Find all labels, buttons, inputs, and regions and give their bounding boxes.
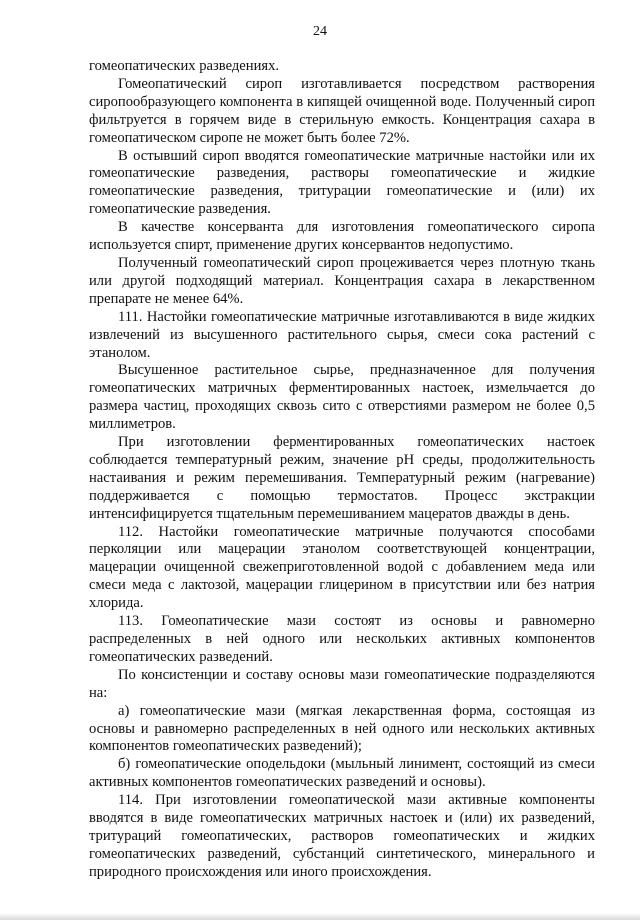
paragraph-item-114: 114. При изготовлении гомеопатической мази активные компоненты вводятся в виде гомеопатических матричных настоек и (или) их разведений, тритураций гомеопатических, растворов гомеопатических и жидких гомеопатических разведений, субстанций синтетического, минерального и природного происхождения или иного происхождения. (89, 792, 595, 880)
paragraph-syrup-preparation: Гомеопатический сироп изготавливается посредством растворения сиропообразующего компонента в кипящей очищенной воде. Полученный сироп фильтруется в горячем виде в стерильную емкость. Концентрация сахара в гомеопатическом сиропе не может быть более 72%. (89, 75, 595, 146)
paragraph-dried-material: Высушенное растительное сырье, предназначенное для получения гомеопатических матричных ферментированных настоек, измельчается до размера частиц, проходящих сквозь сито с отверстиями размером не более 0,5 миллиметров. (89, 362, 595, 433)
paragraph-continuation: гомеопатических разведениях. (89, 58, 280, 74)
paragraph-preservative: В качестве консерванта для изготовления гомеопатического сиропа используется спирт, применение других консервантов недопустимо. (89, 219, 595, 254)
paragraph-list-item-a: а) гомеопатические мази (мягкая лекарственная форма, состоящая из основы и равномерно распределенных в ней одного или нескольких активных компонентов гомеопатических разведений); (89, 702, 595, 755)
body-text (89, 58, 595, 882)
paragraph-list-item-b: б) гомеопатические оподельдоки (мыльный линимент, состоящий из смеси активных компонентов гомеопатических разведений и основы). (89, 756, 595, 791)
page-number: 24 (313, 24, 327, 39)
paragraph-syrup-straining: Полученный гомеопатический сироп процеживается через плотную ткань или другой подходящий материал. Концентрация сахара в лекарственном препарате не менее 64%. (89, 254, 595, 307)
paragraph-item-111: 111. Настойки гомеопатические матричные изготавливаются в виде жидких извлечений из высушенного растительного сырья, смеси сока растений с этанолом. (89, 308, 595, 361)
paragraph-item-113: 113. Гомеопатические мази состоят из основы и равномерно распределенных в ней одного или нескольких активных компонентов гомеопатических разведений. (89, 613, 595, 665)
paragraph-fermentation: При изготовлении ферментированных гомеопатических настоек соблюдается температурный режим, значение pH среды, продолжительность настаивания и режим перемешивания. Температурный режим (нагревание) поддерживается с помощью термостатов. Процесс экстракции интенсифицируется тщательным перемешиванием мацератов дважды в день. (89, 434, 595, 522)
scan-bottom-edge (0, 913, 640, 920)
paragraph-item-112: 112. Настойки гомеопатические матричные получаются способами перколяции или мацерации этанолом соответствующей концентрации, мацерации очищенной свежеприготовленной водой с добавлением меда или смеси меда с лактозой, мацерации глицерином в присутствии или без натрия хлорида. (89, 523, 595, 612)
paragraph-syrup-additives: В остывший сироп вводятся гомеопатические матричные настойки или их гомеопатические разведения, растворы гомеопатические и жидкие гомеопатические разведения, тритурации гомеопатические и (или) их гомеопатические разведения. (89, 147, 595, 218)
paragraph-ointment-classification: По консистенции и составу основы мази гомеопатические подразделяются на: (89, 666, 595, 701)
